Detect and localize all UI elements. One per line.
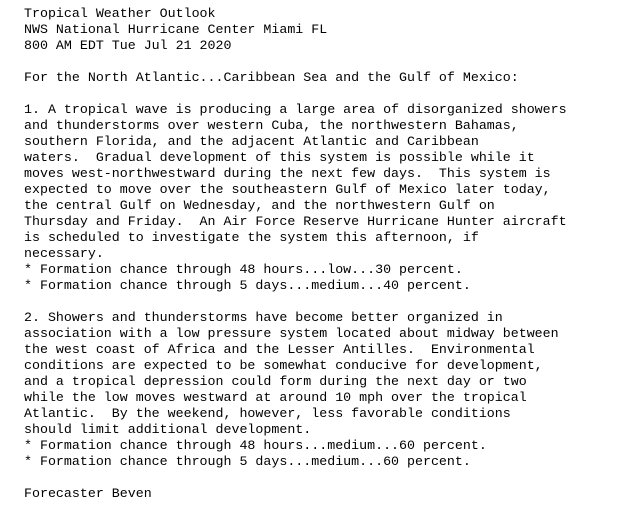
- outlook-2-text-line: the west coast of Africa and the Lesser Antilles. Environmental: [24, 342, 535, 357]
- outlook-1-text-line: necessary.: [24, 246, 104, 261]
- product-title: Tropical Weather Outlook: [24, 6, 216, 21]
- outlook-2-text-line: while the low moves westward at around 10 mph over the tropical: [24, 390, 527, 405]
- outlook-1-formation-5day: * Formation chance through 5 days...medium...40 percent.: [24, 278, 471, 293]
- outlook-2-text-line: Atlantic. By the weekend, however, less favorable conditions: [24, 406, 511, 421]
- outlook-2-formation-48hr: * Formation chance through 48 hours...medium...60 percent.: [24, 438, 487, 453]
- outlook-1-formation-48hr: * Formation chance through 48 hours...low...30 percent.: [24, 262, 463, 277]
- outlook-1-text-line: moves west-northwestward during the next few days. This system is: [24, 166, 551, 181]
- outlook-1-text-line: the central Gulf on Wednesday, and the northwestern Gulf on: [24, 198, 495, 213]
- forecaster-signature: Forecaster Beven: [24, 486, 152, 501]
- outlook-1-text-line: 1. A tropical wave is producing a large area of disorganized showers: [24, 102, 567, 117]
- blank-line: [24, 86, 610, 102]
- outlook-1-text-line: waters. Gradual development of this system is possible while it: [24, 150, 535, 165]
- region-heading: For the North Atlantic...Caribbean Sea and the Gulf of Mexico:: [24, 70, 519, 85]
- issuing-office: NWS National Hurricane Center Miami FL: [24, 22, 328, 37]
- outlook-2-text-line: conditions are expected to be somewhat conducive for development,: [24, 358, 543, 373]
- blank-line: [24, 294, 610, 310]
- outlook-1-text-line: and thunderstorms over western Cuba, the northwestern Bahamas,: [24, 118, 519, 133]
- outlook-1-text-line: Thursday and Friday. An Air Force Reserve Hurricane Hunter aircraft: [24, 214, 567, 229]
- issue-timestamp: 800 AM EDT Tue Jul 21 2020: [24, 38, 232, 53]
- outlook-2-text-line: and a tropical depression could form during the next day or two: [24, 374, 527, 389]
- blank-line: [24, 470, 610, 486]
- outlook-2-formation-5day: * Formation chance through 5 days...medium...60 percent.: [24, 454, 471, 469]
- outlook-1-text-line: southern Florida, and the adjacent Atlantic and Caribbean: [24, 134, 479, 149]
- blank-line: [24, 54, 610, 70]
- outlook-2-text-line: 2. Showers and thunderstorms have become better organized in: [24, 310, 503, 325]
- outlook-1-text-line: expected to move over the southeastern Gulf of Mexico later today,: [24, 182, 551, 197]
- outlook-2-text-line: should limit additional development.: [24, 422, 312, 437]
- outlook-2-text-line: association with a low pressure system located about midway between: [24, 326, 559, 341]
- outlook-1-text-line: is scheduled to investigate the system this afternoon, if: [24, 230, 479, 245]
